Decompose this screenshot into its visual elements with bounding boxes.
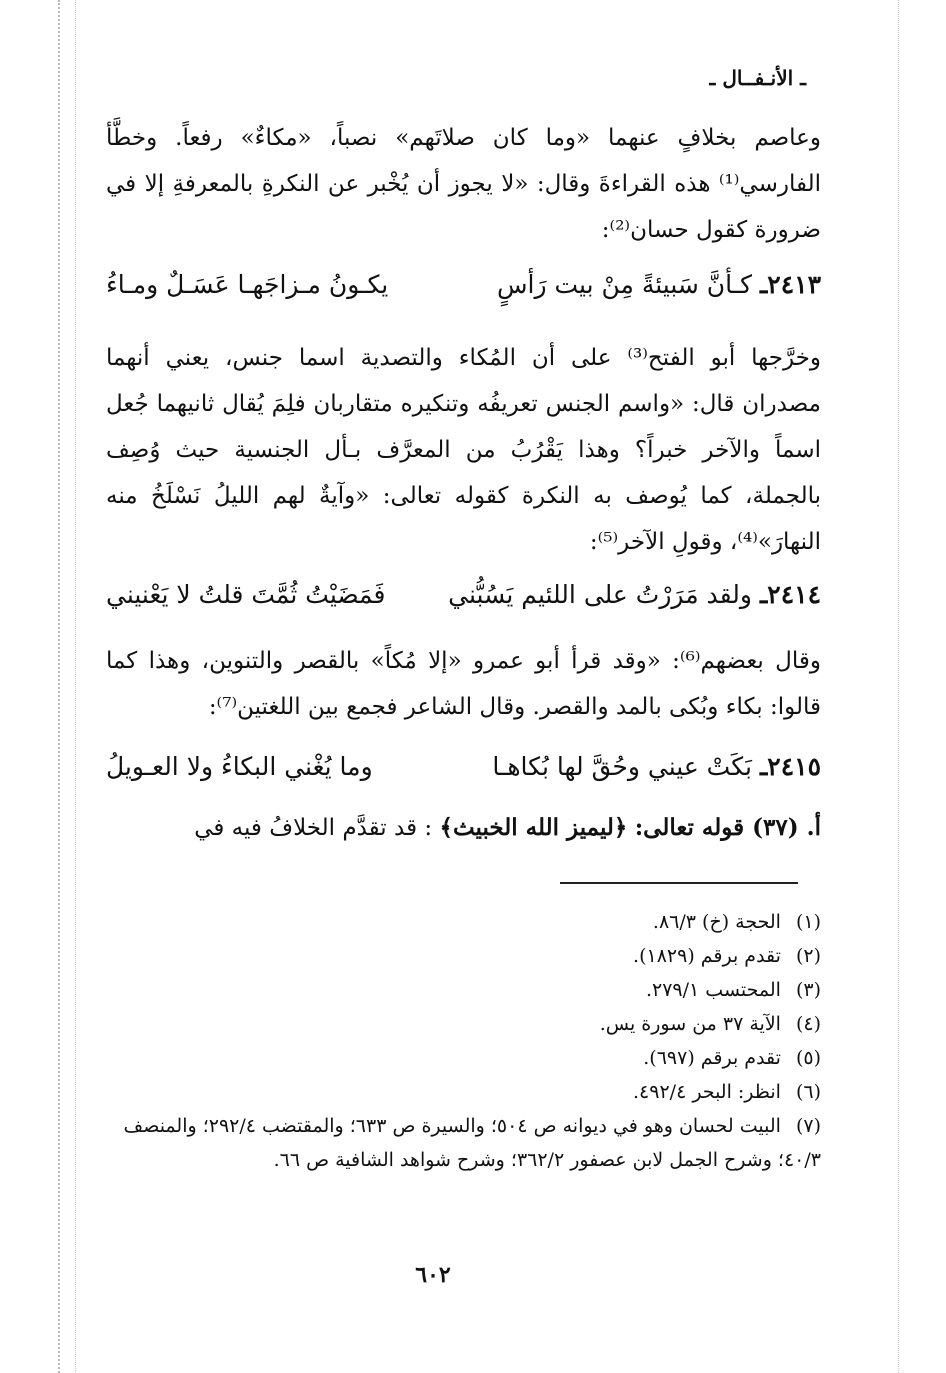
footnote-item (106, 1041, 821, 1075)
verse-number: ٢٤١٣ـ (759, 270, 821, 299)
footnote-number: (١) (795, 911, 821, 933)
footnote-text: تقدم برقم (٦٩٧). (643, 1047, 781, 1069)
verse-second-hemistich: يكـونُ مـزاجَهـا عَسَـلٌ ومـاءُ (106, 270, 389, 299)
paragraph: وعاصم بخلافٍ عنهما «وما كان صلاتَهم» نصباً، «مكاءٌ» رفعاً. وخطَّأ الفارسي⁽¹⁾ هذه القراءةَ وقال: «لا يجوز أن يُخْبر عن النكرةِ بالمعرفةِ إلا في ضرورة كقول حسان⁽²⁾: (106, 125, 821, 243)
scan-artifact-dots (898, 0, 899, 1373)
verse-first-hemistich (497, 270, 821, 299)
hemistich-text: ولقد مَرَرْتُ على اللئيم يَسُبُّني (448, 580, 752, 609)
scan-artifact-dots (75, 0, 76, 1373)
footnote-number: (٤) (795, 1013, 821, 1035)
footnote-item (106, 1075, 821, 1109)
footnote-text: انظر: البحر ٤٩٢/٤. (633, 1081, 781, 1103)
footnote-number: (٧) (795, 1115, 821, 1137)
quranic-quote: ﴿ليميز الله الخبيث﴾ (439, 814, 628, 841)
hemistich-text: كـأنَّ سَبيئةً مِنْ بيت رَأسٍ (497, 270, 752, 299)
footnote-item (106, 1109, 821, 1177)
verse-first-hemistich (448, 580, 821, 609)
footnote-item (106, 973, 821, 1007)
paragraph: وقال بعضهم⁽⁶⁾: «وقد قرأ أبو عمرو «إلا مُكاً» بالقصر والتنوين، وهذا كما قالوا: بكاء وبُكى بالمد والقصر. وقال الشاعر فجمع بين اللغتين⁽⁷⁾: (106, 648, 821, 720)
paragraph-section-start (106, 805, 821, 851)
footnote-item (106, 905, 821, 939)
section-text: : قد تقدَّم الخلافُ فيه في (194, 815, 433, 841)
footnote-text: الآية ٣٧ من سورة يس. (599, 1013, 781, 1035)
page-number: ٦٠٢ (415, 1262, 451, 1288)
footnotes-list (106, 905, 821, 1177)
footnote-divider (560, 882, 798, 884)
verse-second-hemistich: فَمَضَيْتُ ثُمَّتَ قلتُ لا يَعْنيني (106, 580, 386, 609)
footnote-text: الحجة (خ) ٨٦/٣. (652, 911, 781, 933)
verse-number: ٢٤١٤ـ (759, 580, 821, 609)
footnote-number: (٥) (795, 1047, 821, 1069)
footnote-text: البيت لحسان وهو في ديوانه ص ٥٠٤؛ والسيرة ص ٦٣٣؛ والمقتضب ٢٩٢/٤؛ والمنصف ٤٠/٣؛ وشرح الجمل لابن عصفور ٣٦٢/٢؛ وشرح شواهد الشافية ص ٦٦. (123, 1115, 821, 1171)
footnote-number: (٣) (795, 979, 821, 1001)
footnote-number: (٢) (795, 945, 821, 967)
footnote-text: المحتسب ٢٧٩/١. (645, 979, 781, 1001)
verse-number: ٢٤١٥ـ (759, 752, 821, 781)
running-head: ـ الأنـفــال ـ (709, 66, 806, 90)
hemistich-text: بَكَتْ عيني وحُقَّ لها بُكاهـا (492, 752, 752, 781)
scan-artifact-dots (58, 0, 60, 1373)
verse-second-hemistich: وما يُغْني البكاءُ ولا العـويلُ (106, 752, 373, 781)
verse-first-hemistich (492, 752, 821, 781)
footnote-item (106, 939, 821, 973)
footnote-number: (٦) (795, 1081, 821, 1103)
section-heading: أ. (٣٧) قوله تعالى: (634, 814, 821, 841)
paragraph: وخرَّجها أبو الفتح⁽³⁾ على أن المُكاء والتصدية اسما جنس، يعني أنهما مصدران قال: «واسم الجنس تعريفُه وتنكيره متقاربان فلِمَ يُقال ثانيهما جُعل اسماً والآخر خبراً؟ وهذا يَقْرُبُ من المعرَّف بـأل الجنسية حيث وُصِف بالجملة، كما يُوصف به النكرة كقوله تعالى: «وآيةٌ لهم الليلُ نَسْلَخُ منه النهارَ»⁽⁴⁾، وقولِ الآخر⁽⁵⁾: (106, 345, 821, 555)
footnote-text: تقدم برقم (١٨٢٩). (633, 945, 781, 967)
footnote-item (106, 1007, 821, 1041)
